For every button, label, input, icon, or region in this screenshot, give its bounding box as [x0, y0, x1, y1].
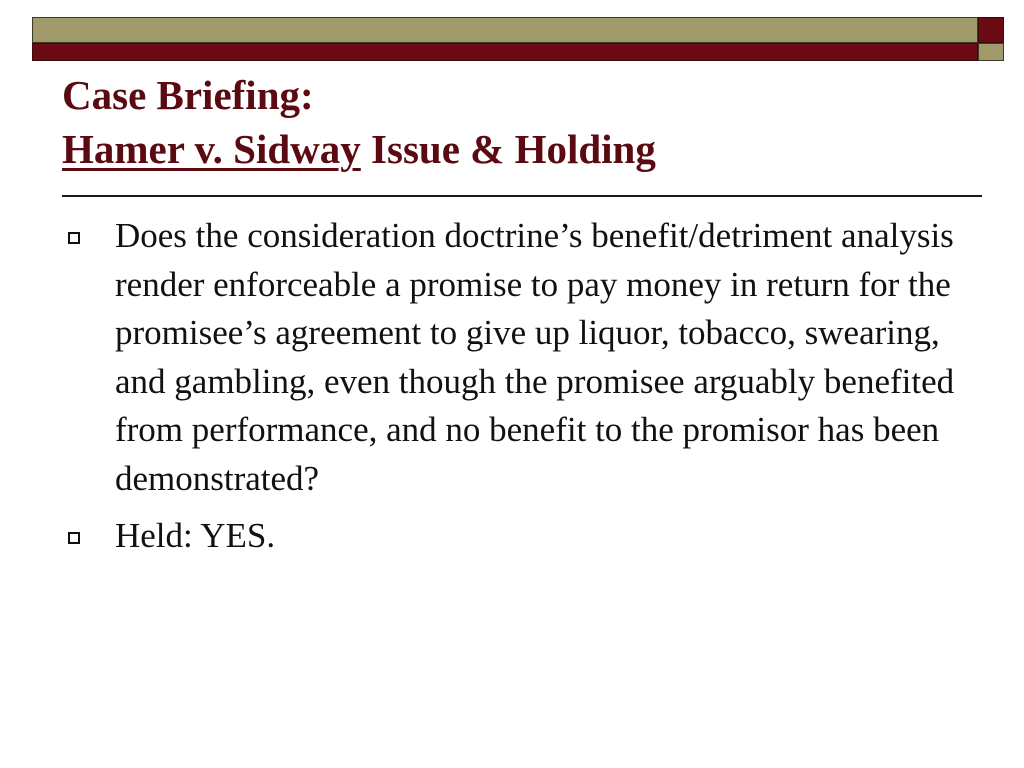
header-band-olive [32, 17, 978, 43]
bullet-holding-text: Held: YES. [115, 516, 276, 555]
hollow-square-icon [68, 532, 80, 544]
header-band-maroon [32, 43, 978, 61]
corner-square-olive [978, 43, 1004, 61]
title-line-2 [62, 122, 982, 176]
bullet-issue-text: Does the consideration doctrine’s benefit/detriment analysis render enforceable a promise to pay money in return for the promisee’s agreement to give up liquor, tobacco, swearing, and gambling, even though the promisee arguably benefited from performance, and no benefit to the promisor has been demonstrated? [115, 216, 955, 498]
bullet-issue [62, 212, 982, 503]
title-line-1: Case Briefing: [62, 72, 314, 118]
case-name: Hamer v. Sidway [62, 126, 361, 172]
title-divider [62, 195, 982, 197]
corner-square-maroon [978, 17, 1004, 43]
title-line-2-rest: Issue & Holding [360, 126, 656, 172]
bullet-list [62, 212, 982, 561]
hollow-square-icon [68, 232, 80, 244]
bullet-holding [62, 512, 982, 561]
slide-title [62, 68, 982, 176]
